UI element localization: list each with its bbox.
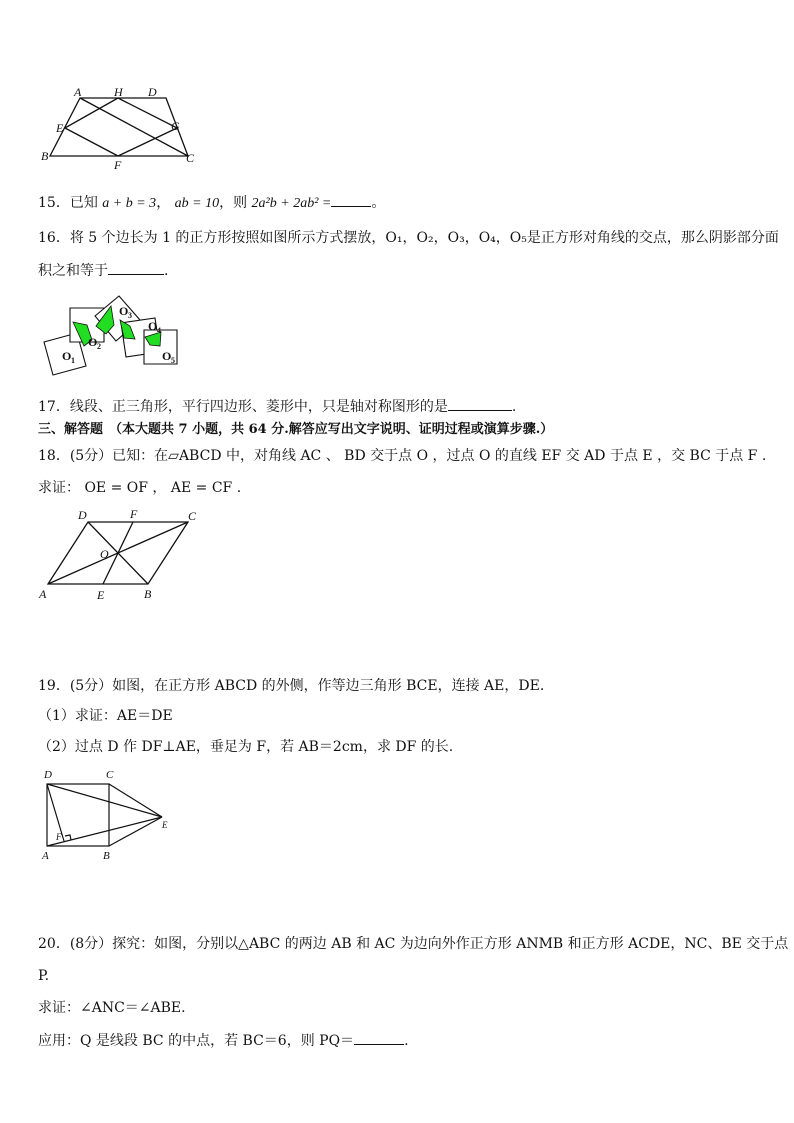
label-O2: O [88, 335, 98, 349]
svg-text:3: 3 [128, 311, 132, 320]
parallelogram-figure [36, 506, 216, 604]
question-19-part2: （2）过点 D 作 DF⊥AE，垂足为 F，若 AB＝2cm，求 DF 的长. [38, 739, 454, 755]
label-F: F [114, 158, 122, 172]
label-E: E [97, 588, 105, 602]
question-16-line1: 16．将 5 个边长为 1 的正方形按照如图所示方式摆放，O₁，O₂，O₃，O₄，O₅是正方形对角线的交点，那么阴影部分面 [38, 230, 779, 246]
squares-figure [40, 294, 190, 384]
label-H: H [114, 85, 123, 99]
question-20-line1: 20．(8分）探究：如图，分别以△ABC 的两边 AB 和 AC 为边向外作正方形 ANMB 和正方形 ACDE，NC、BE 交于点 [38, 936, 789, 952]
question-17: 17．线段、正三角形，平行四边形、菱形中，只是轴对称图形的是 . [38, 396, 516, 417]
label-D: D [148, 85, 157, 99]
label-A: A [39, 587, 47, 601]
question-20-line3: 求证：∠ANC＝∠ABE. [38, 1000, 186, 1016]
label-G: G [171, 119, 180, 133]
label-B: B [41, 149, 49, 163]
label-C: C [106, 769, 114, 781]
expr-target: 2a²b + 2ab² = [251, 196, 332, 211]
label-O1: O [62, 349, 72, 363]
question-18-line1: 18．(5分）已知：在▱ABCD 中，对角线 AC 、 BD 交于点 O ，过点 O 的直线 EF 交 AD 于点 E ，交 BC 于点 F . [38, 448, 767, 464]
label-A: A [74, 85, 82, 99]
question-18-line2: 求证： OE = OF ， AE = CF . [38, 480, 242, 496]
answer-blank[interactable] [448, 396, 512, 411]
question-20-line4: 应用：Q 是线段 BC 的中点，若 BC＝6，则 PQ＝ . [38, 1030, 409, 1051]
label-C: C [186, 151, 195, 165]
section-title: 三、解答题 （本大题共 7 小题，共 64 分.解答应写出文字说明、证明过程或演算步骤.） [38, 422, 554, 437]
label-D: D [44, 769, 52, 781]
label-C: C [188, 509, 197, 523]
label-O5: O [162, 349, 172, 363]
expr-sum: a + b = 3 [102, 196, 157, 211]
label-F: F [130, 507, 138, 521]
label-D: D [78, 508, 87, 522]
svg-text:5: 5 [171, 356, 175, 365]
question-15: 15．已知 a + b = 3， ab = 10，则 2a²b + 2ab² = 。 [38, 192, 385, 214]
label-A: A [42, 850, 49, 862]
label-B: B [103, 850, 110, 862]
square-triangle-figure [38, 766, 178, 864]
question-20-line2: P. [38, 968, 50, 984]
svg-text:2: 2 [97, 342, 101, 351]
label-E: E [56, 121, 64, 135]
expr-product: ab = 10 [174, 196, 220, 211]
label-O4: O [148, 319, 158, 333]
answer-blank[interactable] [108, 260, 164, 275]
answer-blank[interactable] [331, 192, 371, 207]
label-B: B [144, 587, 152, 601]
question-19-line1: 19．(5分）如图，在正方形 ABCD 的外侧，作等边三角形 BCE，连接 AE，DE. [38, 678, 545, 694]
answer-blank[interactable] [354, 1030, 404, 1045]
question-19-part1: （1）求证：AE＝DE [38, 708, 173, 724]
label-F: F [56, 832, 62, 842]
question-16-line2: 积之和等于 . [38, 260, 168, 281]
label-E: E [162, 820, 168, 830]
svg-text:1: 1 [71, 356, 75, 365]
svg-text:4: 4 [157, 326, 161, 335]
trapezoid-figure [38, 84, 208, 174]
label-O3: O [119, 304, 129, 318]
label-O: O [100, 547, 109, 561]
